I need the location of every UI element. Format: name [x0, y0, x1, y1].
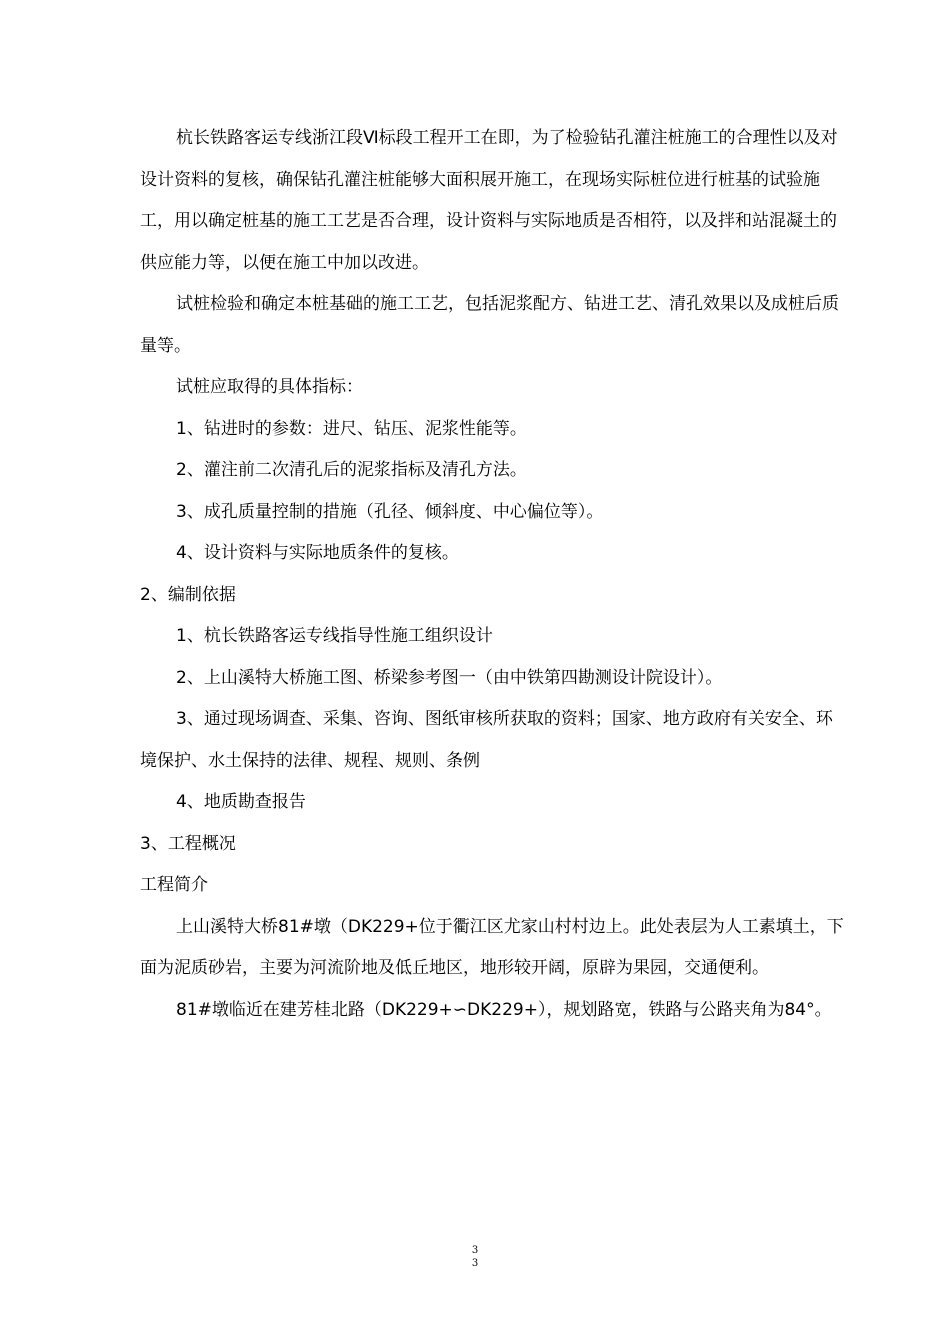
paragraph-road-crossing: 81#墩临近在建芳桂北路（DK229+∽DK229+），规划路宽，铁路与公路夹角为84°。: [176, 999, 832, 1020]
list-item-basis-2: 2、上山溪特大桥施工图、桥梁参考图一（由中铁第四勘测设计院设计）。: [176, 667, 723, 688]
list-item-indicator-2: 2、灌注前二次清孔后的泥浆指标及清孔方法。: [176, 460, 527, 480]
section-heading-overview: 3、工程概况: [140, 833, 236, 854]
page-number-line-2: 3: [471, 1258, 479, 1269]
subheading-project-intro: 工程简介: [140, 875, 208, 895]
paragraph-site-description: 上山溪特大桥81#墩（DK229+位于衢江区尤家山村村边上。此处表层为人工素填土，下面为泥质砂岩，主要为河流阶地及低丘地区，地形较开阔，原辟为果园，交通便利。: [140, 916, 844, 978]
list-item-basis-4: 4、地质勘查报告: [176, 792, 306, 812]
paragraph-indicators-heading: 试桩应取得的具体指标：: [176, 377, 363, 397]
page-number: [465, 1244, 485, 1270]
page-number-line-1: 3: [471, 1245, 479, 1256]
list-item-indicator-3: 3、成孔质量控制的措施（孔径、倾斜度、中心偏位等）。: [176, 501, 604, 522]
list-item-basis-1: 1、杭长铁路客运专线指导性施工组织设计: [176, 626, 493, 646]
list-item-basis-3: 3、通过现场调查、采集、咨询、图纸审核所获取的资料；国家、地方政府有关安全、环境保护、水土保持的法律、规程、规则、条例: [140, 709, 833, 771]
section-heading-basis: 2、编制依据: [140, 584, 236, 605]
paragraph-intro: 杭长铁路客运专线浙江段Ⅵ标段工程开工在即，为了检验钻孔灌注桩施工的合理性以及对设计资料的复核，确保钻孔灌注桩能够大面积展开施工，在现场实际桩位进行桩基的试验施工，用以确定桩基的施工工艺是否合理，设计资料与实际地质是否相符，以及拌和站混凝土的供应能力等，以便在施工中加以改进。: [140, 128, 838, 273]
document-body: [140, 118, 845, 1031]
paragraph-test-pile-purpose: 试桩检验和确定本桩基础的施工工艺，包括泥浆配方、钻进工艺、清孔效果以及成桩后质量等。: [140, 294, 839, 356]
list-item-indicator-4: 4、设计资料与实际地质条件的复核。: [176, 543, 459, 563]
list-item-indicator-1: 1、钻进时的参数：进尺、钻压、泥浆性能等。: [176, 418, 527, 439]
